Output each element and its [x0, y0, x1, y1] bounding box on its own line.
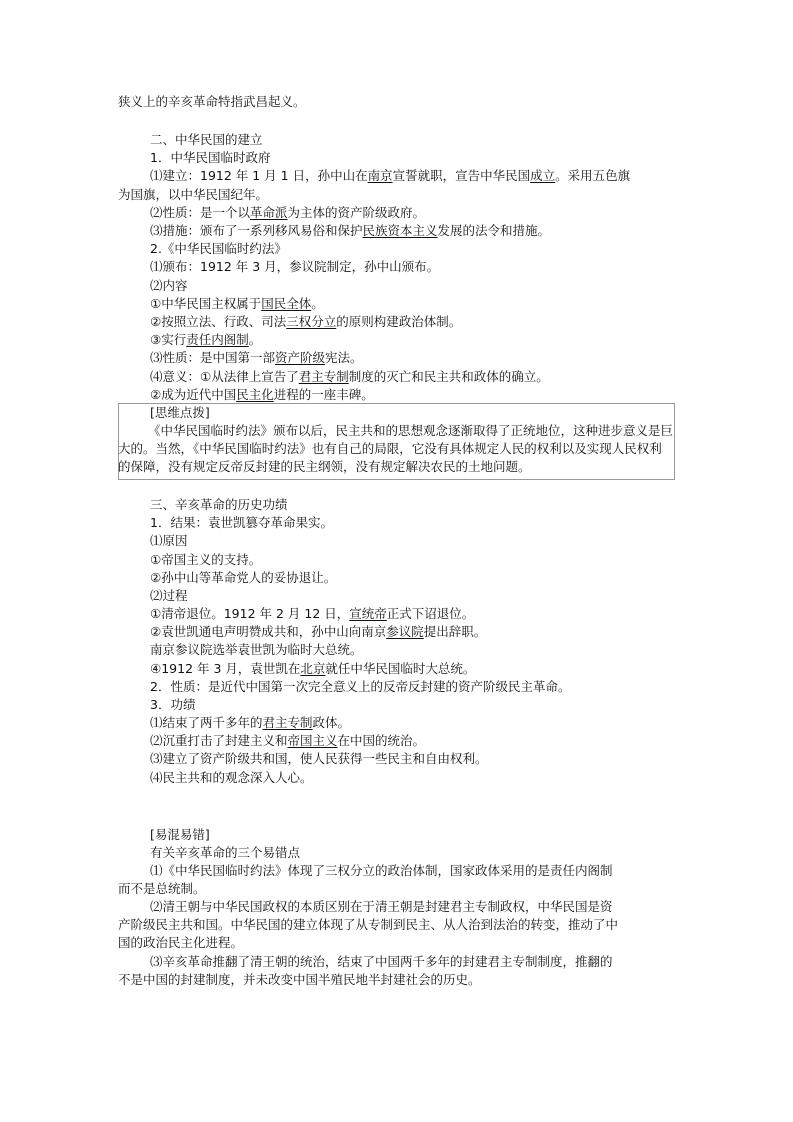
- think-title: [思维点拨]: [150, 405, 210, 420]
- section2-sub1: 1．中华民国临时政府: [150, 150, 271, 165]
- error-1-line-2: 而不是总统制。: [118, 881, 206, 896]
- section2-sub2: 2.《中华民国临时约法》: [150, 241, 287, 256]
- text-seg: 制度的灭亡和民主共和政体的确立。: [348, 369, 549, 384]
- underlined-term: 资产阶级: [275, 350, 326, 365]
- text-seg: 正式下诏退位。: [386, 606, 475, 621]
- text-seg: ②成为近代中国: [150, 387, 237, 402]
- think-text: 《中华民国临时约法》颁布以后，民主共和的思想观念逐渐取得了正统地位，这种进步意义是巨大的。当然，《中华民国临时约法》也有自己的局限，它没有具体规定人民的权利以及实现人民权利的保障，没有规定反帝反封建的民主纲领，没有规定解决农民的土地问题。: [118, 423, 674, 474]
- section3-heading: 三、辛亥革命的历史功绩: [150, 497, 288, 512]
- section2-heading: 二、中华民国的建立: [150, 132, 263, 147]
- text-seg: 宣誓就职，宣告中华民国: [392, 168, 531, 183]
- intro-line: 狭义上的辛亥革命特指武昌起义。: [118, 94, 306, 109]
- establish-line: [150, 167, 630, 185]
- text-seg: 宪法。: [325, 350, 363, 365]
- errors-subtitle: 有关辛亥革命的三个易错点: [150, 845, 301, 860]
- text-seg: ⑴建立：1912 年 1 月 1 日，孙中山在: [150, 168, 368, 183]
- errors-title: [易混易错]: [150, 827, 210, 842]
- merit-item-2: [150, 732, 425, 750]
- text-seg: 的原则构建政治体制。: [336, 314, 462, 329]
- text-seg: 政体。: [312, 715, 351, 730]
- underlined-term: 国民全体: [261, 296, 312, 311]
- nature-line: [150, 204, 425, 222]
- meaning-line-2: [150, 386, 374, 404]
- underlined-term: 民族资本主义: [362, 223, 438, 238]
- underlined-term: 宣统帝: [349, 606, 387, 621]
- establish-line-2: 为国旗，以中华民国纪年。: [118, 187, 269, 202]
- cause-item-1: ①帝国主义的支持。: [150, 552, 262, 567]
- revolution-nature-line: 2．性质：是近代中国第一次完全意义上的反帝反封建的资产阶级民主革命。: [150, 679, 571, 694]
- merit-item-3: ⑶建立了资产阶级共和国，使人民获得一些民主和自由权利。: [150, 751, 488, 766]
- underlined-term: 君主专制: [262, 715, 313, 730]
- text-seg: 进程的一座丰碑。: [273, 387, 374, 402]
- text-seg: ⑶措施：颁布了一系列移风易俗和保护: [150, 223, 363, 238]
- process-line: ⑵过程: [150, 588, 188, 603]
- text-seg: ①清帝退位。1912 年 2 月 12 日，: [150, 606, 350, 621]
- error-3-line-2: 不是中国的封建制度，并未改变中国半殖民地半封建社会的历史。: [118, 972, 481, 987]
- underlined-term: 南京: [367, 168, 393, 183]
- text-seg: 提出辞职。: [423, 624, 487, 639]
- underlined-term: 北京: [300, 661, 326, 676]
- underlined-term: 成立: [530, 168, 556, 183]
- text-seg: ⑵沉重打击了封建主义和: [150, 733, 288, 748]
- error-1-line-1: ⑴《中华民国临时约法》体现了三权分立的政治体制，国家政体采用的是责任内阁制: [150, 863, 613, 878]
- underlined-term: 革命派: [250, 205, 288, 220]
- underlined-term: 三权分立: [286, 314, 337, 329]
- error-3-line-1: ⑶辛亥革命推翻了清王朝的统治，结束了中国两千多年的封建君主专制制度，推翻的: [150, 954, 613, 969]
- text-seg: ⑴结束了两千多年的: [150, 715, 263, 730]
- text-seg: 就任中华民国临时大总统。: [325, 661, 476, 676]
- process-item-3: 南京参议院选举袁世凯为临时大总统。: [150, 642, 363, 657]
- underlined-term: 责任内阁制: [186, 332, 249, 347]
- text-seg: ②袁世凯通电声明赞成共和，孙中山向南京: [150, 624, 387, 639]
- text-seg: ①中华民国主权属于: [150, 296, 262, 311]
- merit-item-1: [150, 714, 350, 732]
- error-2-line-3: 国的政治民主化进程。: [118, 935, 244, 950]
- text-seg: 在中国的统治。: [337, 733, 426, 748]
- promulgate-line: ⑴颁布：1912 年 3 月，参议院制定，孙中山颁布。: [150, 259, 440, 274]
- text-seg: 。采用五色旗: [555, 168, 631, 183]
- text-seg: 发展的法令和措施。: [437, 223, 551, 238]
- cause-item-2: ②孙中山等革命党人的妥协退让。: [150, 570, 337, 585]
- content-item-1: [150, 295, 324, 313]
- process-item-1: [150, 605, 474, 623]
- text-seg: ⑷意义：①从法律上宣告了: [150, 369, 299, 384]
- result-line: 1．结果：袁世凯篡夺革命果实。: [150, 515, 333, 530]
- underlined-term: 参议院: [386, 624, 424, 639]
- text-seg: 。: [311, 296, 324, 311]
- text-seg: 。: [248, 332, 262, 347]
- cause-line: ⑴原因: [150, 533, 188, 548]
- underlined-term: 帝国主义: [287, 733, 338, 748]
- text-seg: ⑶性质：是中国第一部: [150, 350, 276, 365]
- error-2-line-1: ⑵清王朝与中华民国政权的本质区别在于清王朝是封建君主专制政权，中华民国是资: [150, 899, 613, 914]
- content-item-3: [150, 331, 261, 349]
- text-seg: ③实行: [150, 332, 187, 347]
- process-item-4: [150, 660, 475, 678]
- underlined-term: 民主化: [236, 387, 274, 402]
- content-line: ⑵内容: [150, 278, 188, 293]
- nature2-line: [150, 349, 363, 367]
- measures-line: [150, 222, 550, 240]
- error-2-line-2: 产阶级民主共和国。中华民国的建立体现了从专制到民主、从人治到法治的转变，推动了中: [118, 917, 619, 932]
- content-item-2: [150, 313, 461, 331]
- underlined-term: 君主专制: [298, 369, 349, 384]
- merit-line: 3．功绩: [150, 697, 196, 712]
- meaning-line-1: [150, 368, 549, 386]
- text-seg: 为主体的资产阶级政府。: [287, 205, 426, 220]
- text-seg: ②按照立法、行政、司法: [150, 314, 287, 329]
- process-item-2: [150, 623, 486, 641]
- merit-item-4: ⑷民主共和的观念深入人心。: [150, 770, 313, 785]
- text-seg: ④1912 年 3 月，袁世凯在: [150, 661, 301, 676]
- text-seg: ⑵性质：是一个以: [150, 205, 251, 220]
